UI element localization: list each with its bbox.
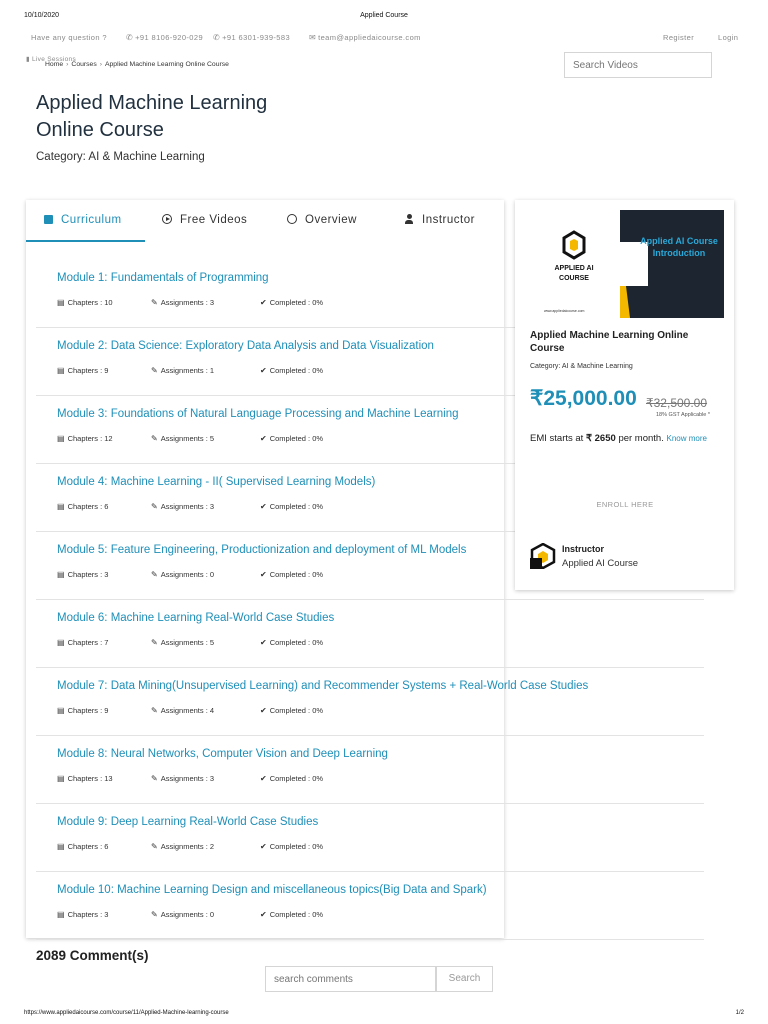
question-text: Have any question ?	[31, 33, 107, 42]
square-icon	[44, 215, 53, 224]
print-title: Applied Course	[360, 12, 408, 19]
paperclip-icon: ✎	[151, 842, 158, 851]
check-icon: ✔	[260, 570, 267, 579]
breadcrumb	[45, 61, 229, 68]
search-comments-input[interactable]	[265, 966, 436, 992]
instructor-name[interactable]: Applied AI Course	[562, 558, 639, 569]
book-icon: ▤	[57, 910, 65, 919]
check-icon: ✔	[260, 774, 267, 783]
live-icon: ▮	[26, 56, 30, 63]
search-comments-button[interactable]: Search	[436, 966, 493, 992]
search-videos-input[interactable]	[564, 52, 712, 78]
module-title[interactable]: Module 2: Data Science: Exploratory Data Analysis and Data Visualization	[57, 340, 434, 352]
breadcrumb-current: Applied Machine Learning Online Course	[104, 61, 229, 68]
completion-status: ✔ Completed : 0%	[260, 502, 324, 511]
assignments-count: ✎ Assignments : 2	[151, 842, 215, 851]
completion-status: ✔ Completed : 0%	[260, 434, 324, 443]
check-icon: ✔	[260, 434, 267, 443]
emi-info: EMI starts at ₹ 2650 per month. Know more	[530, 433, 707, 444]
completion-status: ✔ Completed : 0%	[260, 570, 324, 579]
page-title: Applied Machine Learning Online Course	[36, 92, 268, 141]
module-title[interactable]: Module 3: Foundations of Natural Language Processing and Machine Learning	[57, 408, 459, 420]
chapters-count: ▤ Chapters : 3	[57, 570, 109, 579]
book-icon: ▤	[57, 434, 65, 443]
book-icon: ▤	[57, 570, 65, 579]
check-icon: ✔	[260, 638, 267, 647]
completion-status: ✔ Completed : 0%	[260, 774, 324, 783]
module-title[interactable]: Module 8: Neural Networks, Computer Vision and Deep Learning	[57, 748, 388, 760]
chapters-count: ▤ Chapters : 7	[57, 638, 109, 647]
module-row[interactable]	[36, 668, 704, 736]
assignments-count: ✎ Assignments : 5	[151, 638, 215, 647]
gst-note: 18% GST Applicable *	[656, 412, 711, 418]
check-icon: ✔	[260, 366, 267, 375]
page-category: Category: AI & Machine Learning	[36, 151, 205, 163]
tab-overview[interactable]: Overview	[287, 214, 357, 226]
course-thumbnail[interactable]	[524, 210, 724, 318]
chapters-count: ▤ Chapters : 9	[57, 366, 109, 375]
thumb-url: www.appliedaicourse.com	[544, 309, 585, 313]
tab-free-videos[interactable]: Free Videos	[162, 214, 247, 226]
chapters-count: ▤ Chapters : 9	[57, 706, 109, 715]
check-icon: ✔	[260, 910, 267, 919]
course-summary-card	[515, 200, 734, 590]
chapters-count: ▤ Chapters : 10	[57, 298, 113, 307]
chevron-right-icon: ›	[66, 61, 69, 68]
chapters-count: ▤ Chapters : 12	[57, 434, 113, 443]
check-icon: ✔	[260, 502, 267, 511]
module-row[interactable]	[36, 600, 704, 668]
paperclip-icon: ✎	[151, 706, 158, 715]
thumb-heading-line2: Introduction	[652, 248, 706, 258]
module-title[interactable]: Module 10: Machine Learning Design and miscellaneous topics(Big Data and Spark)	[57, 884, 487, 896]
module-title[interactable]: Module 1: Fundamentals of Programming	[57, 272, 269, 284]
completion-status: ✔ Completed : 0%	[260, 706, 324, 715]
module-title[interactable]: Module 9: Deep Learning Real-World Case Studies	[57, 816, 319, 828]
module-title[interactable]: Module 4: Machine Learning - II( Supervised Learning Models)	[57, 476, 376, 488]
paperclip-icon: ✎	[151, 774, 158, 783]
paperclip-icon: ✎	[151, 570, 158, 579]
sidebar-category: Category: AI & Machine Learning	[530, 363, 633, 370]
paperclip-icon: ✎	[151, 910, 158, 919]
chapters-count: ▤ Chapters : 6	[57, 842, 109, 851]
assignments-count: ✎ Assignments : 3	[151, 774, 215, 783]
module-row[interactable]	[36, 804, 704, 872]
mail-icon: ✉	[309, 33, 317, 42]
tab-curriculum[interactable]: Curriculum	[44, 214, 122, 226]
tab-bar	[26, 200, 504, 242]
contact-bar	[31, 33, 740, 45]
module-title[interactable]: Module 5: Feature Engineering, Productionization and deployment of ML Models	[57, 544, 467, 556]
chapters-count: ▤ Chapters : 13	[57, 774, 113, 783]
instructor-avatar	[530, 543, 556, 569]
thumb-brand-line1: APPLIED AI	[554, 265, 594, 272]
sidebar-course-title: Applied Machine Learning Online Course	[530, 330, 689, 354]
thumbnail-graphic	[524, 210, 724, 318]
paperclip-icon: ✎	[151, 434, 158, 443]
chapters-count: ▤ Chapters : 3	[57, 910, 109, 919]
book-icon: ▤	[57, 706, 65, 715]
assignments-count: ✎ Assignments : 3	[151, 502, 215, 511]
tab-instructor[interactable]: Instructor	[404, 214, 475, 226]
completion-status: ✔ Completed : 0%	[260, 298, 324, 307]
paperclip-icon: ✎	[151, 366, 158, 375]
play-circle-icon	[162, 214, 172, 224]
module-row[interactable]	[36, 872, 704, 940]
book-icon: ▤	[57, 774, 65, 783]
assignments-count: ✎ Assignments : 0	[151, 910, 215, 919]
assignments-count: ✎ Assignments : 0	[151, 570, 215, 579]
live-sessions-link[interactable]: ▮ Live Sessions	[26, 56, 77, 63]
register-link[interactable]: Register	[663, 33, 695, 42]
completion-status: ✔ Completed : 0%	[260, 638, 324, 647]
print-header	[24, 12, 744, 22]
check-icon: ✔	[260, 298, 267, 307]
breadcrumb-home[interactable]: Home	[45, 61, 64, 68]
phone-icon: ✆	[126, 33, 134, 42]
enroll-button[interactable]: ENROLL HERE	[596, 500, 654, 509]
price: ₹25,000.00	[530, 387, 637, 410]
print-page-number: 1/2	[735, 1010, 744, 1016]
active-tab-indicator	[26, 240, 145, 242]
module-title[interactable]: Module 7: Data Mining(Unsupervised Learning) and Recommender Systems + Real-World Case Studies	[57, 680, 589, 692]
circle-icon	[287, 214, 297, 224]
print-url: https://www.appliedaicourse.com/course/11/Applied-Machine-learning-course	[24, 1010, 229, 1016]
breadcrumb-courses[interactable]: Courses	[71, 61, 97, 68]
email-link[interactable]: ✉ team@appliedaicourse.com	[309, 33, 421, 42]
print-date: 10/10/2020	[24, 12, 60, 19]
phone-2[interactable]: ✆ +91 6301-939-583	[213, 33, 291, 42]
book-icon: ▤	[57, 502, 65, 511]
chapters-count: ▤ Chapters : 6	[57, 502, 109, 511]
assignments-count: ✎ Assignments : 1	[151, 366, 215, 375]
assignments-count: ✎ Assignments : 5	[151, 434, 215, 443]
book-icon: ▤	[57, 638, 65, 647]
phone-1[interactable]: ✆ +91 8106-920-029	[126, 33, 204, 42]
assignments-count: ✎ Assignments : 4	[151, 706, 215, 715]
chevron-right-icon: ›	[99, 61, 102, 68]
thumb-brand-line2: COURSE	[559, 275, 589, 282]
assignments-count: ✎ Assignments : 3	[151, 298, 215, 307]
user-icon	[404, 214, 414, 224]
know-more-link[interactable]: Know more	[666, 434, 707, 443]
paperclip-icon: ✎	[151, 638, 158, 647]
module-row[interactable]	[36, 736, 704, 804]
old-price: ₹32,500.00	[646, 396, 708, 410]
completion-status: ✔ Completed : 0%	[260, 910, 324, 919]
whatsapp-icon: ✆	[213, 33, 221, 42]
book-icon: ▤	[57, 298, 65, 307]
paperclip-icon: ✎	[151, 298, 158, 307]
thumb-heading-line1: Applied AI Course	[640, 236, 718, 246]
login-link[interactable]: Login	[718, 33, 739, 42]
instructor-label: Instructor	[562, 544, 605, 554]
check-icon: ✔	[260, 842, 267, 851]
module-title[interactable]: Module 6: Machine Learning Real-World Case Studies	[57, 612, 335, 624]
check-icon: ✔	[260, 706, 267, 715]
paperclip-icon: ✎	[151, 502, 158, 511]
comments-count: 2089 Comment(s)	[36, 948, 149, 963]
completion-status: ✔ Completed : 0%	[260, 842, 324, 851]
book-icon: ▤	[57, 842, 65, 851]
book-icon: ▤	[57, 366, 65, 375]
completion-status: ✔ Completed : 0%	[260, 366, 324, 375]
